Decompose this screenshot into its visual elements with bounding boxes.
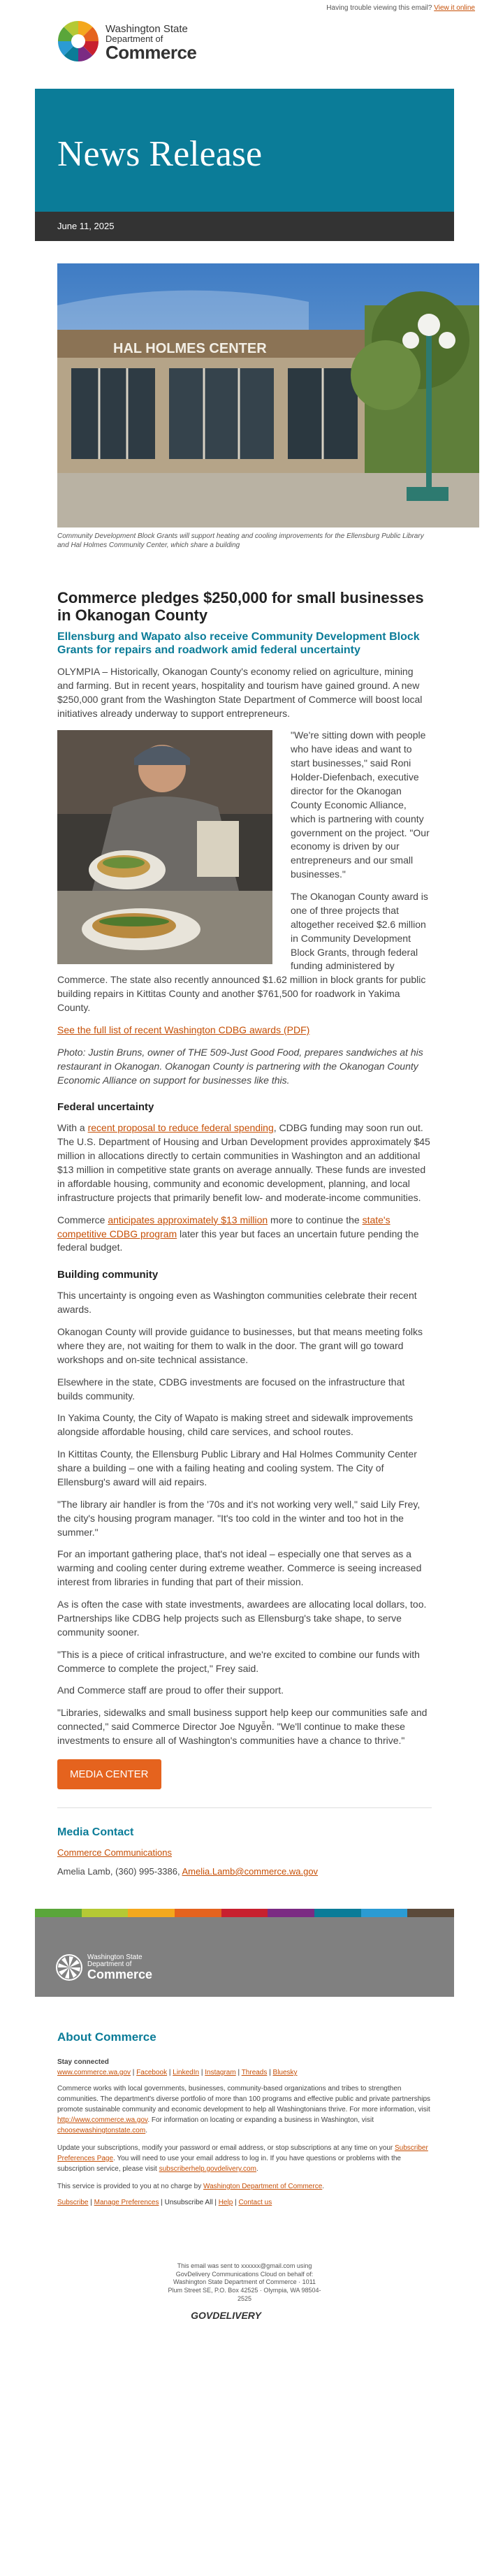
article-headline: Commerce pledges $250,000 for small businesses in Okanogan County	[57, 589, 424, 625]
paragraph-5: Commerce anticipates approximately $13 million more to continue the state's competitive CDBG program later this year but faces an uncertain future pending the federal budget.	[57, 1214, 419, 1253]
anticipates-link[interactable]: anticipates approximately $13 million	[108, 1214, 268, 1225]
paragraph-11: "The library air handler is from the '70s and it's not working very well," said Lily Frey, the city's housing program manager. "It's too cold in the winter and too hot in the summer."	[57, 1498, 421, 1538]
service-info: This service is provided to you at no charge by Washington Department of Commerce.	[57, 2182, 325, 2190]
logo-line-3: Commerce	[105, 42, 197, 63]
paragraph-16: "Libraries, sidewalks and small business support help keep our communities safe and connected," said Commerce Director Joe Nguyễn. "We'll continue to make these investments to ensure all of Washington's communities have a chance to thrive."	[57, 1707, 428, 1747]
linkedin-link[interactable]: LinkedIn	[173, 2068, 200, 2076]
govdelivery-logo[interactable]: GOVDELIVERY	[191, 2310, 261, 2322]
top-bar	[0, 0, 489, 15]
manage-preferences-link[interactable]: Manage Preferences	[94, 2198, 159, 2206]
commerce-url-link[interactable]: http://www.commerce.wa.gov	[57, 2116, 148, 2124]
logo-line-2: Department of	[105, 34, 163, 44]
paragraph-6: This uncertainty is ongoing even as Washington communities celebrate their recent awards.	[57, 1290, 417, 1316]
commerce-communications-link[interactable]: Commerce Communications	[57, 1847, 172, 1858]
media-contact-line: Amelia Lamb, (360) 995-3386, Amelia.Lamb@commerce.wa.gov	[57, 1865, 319, 1877]
paragraph-8: Elsewhere in the state, CDBG investments are focused on the infrastructure that builds community.	[57, 1376, 405, 1402]
media-contact-title: Media Contact	[57, 1826, 134, 1838]
paragraph-15: And Commerce staff are proud to offer their support.	[57, 1684, 284, 1696]
about-description: Commerce works with local governments, businesses, community-based organizations and tribes to strengthen communities. The department's diverse portfolio of more than 100 programs and effective public and private partnerships promote sustainable community and economic development to help all Washingtonians thrive. For more information, visit http://www.commerce.wa.gov. For information on locating or expanding a business in Washington, visit choosewashingtonstate.com.	[57, 2084, 431, 2134]
footer-logo[interactable]	[55, 1953, 152, 1981]
header-logo[interactable]	[0, 15, 489, 89]
choose-washington-link[interactable]: choosewashingtonstate.com	[57, 2126, 146, 2134]
restaurant-photo-illustration	[57, 730, 272, 964]
hero-banner	[35, 89, 454, 212]
unsubscribe-all-text[interactable]: Unsubscribe All	[164, 2198, 213, 2206]
paragraph-9: In Yakima County, the City of Wapato is making street and sidewalk improvements alongside affordable housing, child care services, and school routes.	[57, 1412, 414, 1438]
logo-line-1: Washington State	[105, 23, 188, 35]
hero-title: News Release	[57, 134, 263, 174]
media-email-link[interactable]: Amelia.Lamb@commerce.wa.gov	[182, 1865, 319, 1877]
divider	[57, 1807, 432, 1808]
logo-wordmark	[105, 24, 196, 61]
section-federal-uncertainty: Federal uncertainty	[57, 1101, 154, 1114]
paragraph-14: "This is a piece of critical infrastructure, and we're excited to combine our funds with Commerce to complete the project," Frey said.	[57, 1648, 420, 1674]
footer-logo-line-1: Washington State	[87, 1953, 143, 1961]
photo2-caption: Photo: Justin Bruns, owner of THE 509-Just Good Food, prepares sandwiches at his restaurant in Okanogan. Okanogan County is partnering with the Okanogan County Economic Alliance on support for businesses like this.	[57, 1046, 423, 1086]
building-sign: HAL HOLMES CENTER	[113, 341, 267, 356]
paragraph-7: Okanogan County will provide guidance to businesses, but that means meeting folks where they are, not waiting for them to walk in the door. The grant will go toward workshops and on-site technical assistance.	[57, 1326, 423, 1365]
department-link[interactable]: Washington Department of Commerce	[203, 2182, 323, 2190]
cdbg-awards-link[interactable]: See the full list of recent Washington CDBG awards (PDF)	[57, 1024, 310, 1035]
media-center-button[interactable]: MEDIA CENTER	[57, 1759, 161, 1789]
paragraph-10: In Kittitas County, the Ellensburg Public Library and Hal Holmes Community Center share a building – one with a failing heating and cooling system. The City of Ellensburg's award will aid repairs.	[57, 1448, 417, 1487]
threads-link[interactable]: Threads	[241, 2068, 268, 2076]
commerce-logo-icon	[57, 20, 100, 63]
footer-wordmark	[87, 1954, 152, 1981]
bluesky-link[interactable]: Bluesky	[272, 2068, 298, 2076]
federal-spending-link[interactable]: recent proposal to reduce federal spending	[87, 1122, 274, 1134]
footer-logo-icon	[55, 1953, 83, 1981]
about-title: About Commerce	[57, 2030, 156, 2044]
instagram-link[interactable]: Instagram	[205, 2068, 236, 2076]
subscriber-help-link[interactable]: subscriberhelp.govdelivery.com	[159, 2164, 256, 2173]
view-online-link[interactable]: View it online	[434, 4, 475, 12]
website-link[interactable]: www.commerce.wa.gov	[57, 2068, 131, 2076]
help-link[interactable]: Help	[218, 2198, 233, 2206]
paragraph-12: For an important gathering place, that's not ideal – especially one that serves as a warming and cooling center during extreme weather. Commerce is seeing increased interest from libraries in funding that part of their mission.	[57, 1548, 422, 1588]
restaurant-photo	[57, 730, 272, 964]
bottom-notice	[0, 2262, 489, 2303]
cdbg-program-link[interactable]: state's competitive CDBG program	[57, 1214, 391, 1239]
section-building-community: Building community	[57, 1269, 159, 1281]
paragraph-1: OLYMPIA – Historically, Okanogan County's economy relied on agriculture, mining and farming. But in recent years, hospitality and tourism have gained ground. A new $250,000 grant from the Washington State Department of Commerce will boost local initiatives already underway to support entrepreneurs.	[57, 665, 423, 719]
sent-notice: This email was sent to xxxxxx@gmail.com using GovDelivery Communications Cloud on behalf of: Washington State Department of Commerce · 1011 Plum Street SE, P.O. Box 42525 · Olympia, WA 98504-2525	[168, 2262, 321, 2302]
contact-us-link[interactable]: Contact us	[238, 2198, 272, 2206]
article-content	[35, 241, 454, 1877]
subscriber-preferences-link[interactable]: Subscriber Preferences Page	[57, 2144, 428, 2162]
date-band	[35, 212, 454, 241]
color-stripe	[35, 1909, 454, 1917]
trouble-text: Having trouble viewing this email?	[326, 4, 432, 12]
paragraph-4: With a recent proposal to reduce federal spending, CDBG funding may soon run out. The U.S. Department of Housing and Urban Development provides approximately $45 million in allocations directly to certain communities in Washington and an additional $13 million in competitive state grants on average annually. These funds are invested in affordable housing, community and economic development, planning, and local infrastructure projects that primarily benefit low- and moderate-income communities.	[57, 1122, 430, 1203]
stay-connected-label: Stay connected	[57, 2058, 109, 2066]
footer-band	[35, 1909, 454, 1997]
footer-logo-line-2: Department of	[87, 1960, 132, 1968]
release-date: June 11, 2025	[57, 221, 115, 231]
library-photo	[57, 263, 479, 527]
paragraph-2: "We're sitting down with people who have ideas and want to start businesses," said Roni Holder-Diefenbach, executive director for the Okanogan County Economic Alliance, which is partnering with county government on the project. "Our economy is driven by our entrepreneurs and our small businesses."	[291, 729, 430, 880]
footer-logo-line-3: Commerce	[87, 1967, 153, 1981]
library-photo-illustration	[57, 263, 479, 527]
subscribe-link[interactable]: Subscribe	[57, 2198, 89, 2206]
paragraph-13: As is often the case with state investments, awardees are allocating local dollars, too. Partnerships like CDBG help projects such as Ellensburg's take shape, to serve community sooner.	[57, 1599, 427, 1638]
social-links: www.commerce.wa.gov | Facebook | LinkedIn | Instagram | Threads | Bluesky	[57, 2068, 298, 2076]
facebook-link[interactable]: Facebook	[136, 2068, 168, 2076]
article-subhead: Ellensburg and Wapato also receive Community Development Block Grants for repairs and roadwork amid federal uncertainty	[57, 630, 420, 656]
subscription-info: Update your subscriptions, modify your password or email address, or stop subscriptions at any time on your Subscriber Preferences Page. You will need to use your email address to log in. If you have questions or problems with the subscription service, please visit subscriberhelp.govdelivery.com.	[57, 2144, 428, 2173]
paragraph-3: The Okanogan County award is one of three projects that altogether received $2.6 million in Community Development Block Grants, through federal funding administered by Commerce. The state also recently announced $1.62 million in block grants for public building repairs in Kittitas County and another $761,500 for roadwork in Yakima County.	[57, 891, 428, 1014]
about-section	[35, 1997, 454, 2206]
photo-caption: Community Development Block Grants will support heating and cooling improvements for the Ellensburg Public Library and Hal Holmes Community Center, which share a building	[57, 532, 424, 549]
footer-links: Subscribe | Manage Preferences | Unsubscribe All | Help | Contact us	[57, 2198, 272, 2206]
